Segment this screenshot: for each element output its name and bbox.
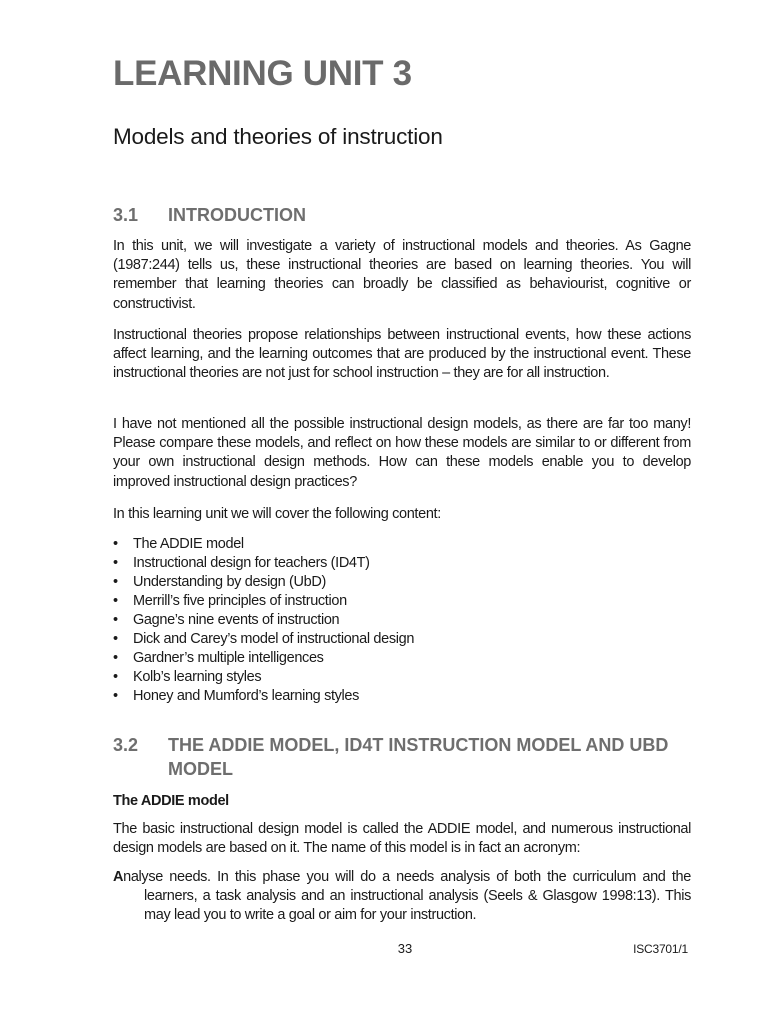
section-title: THE ADDIE MODEL, ID4T INSTRUCTION MODEL AND UBD MODEL: [168, 735, 669, 779]
bullet-icon: •: [113, 631, 118, 647]
list-item: • Gagne’s nine events of instruction: [113, 612, 340, 628]
section-heading-introduction: [113, 203, 688, 227]
unit-title: LEARNING UNIT 3: [113, 54, 412, 93]
bullet-icon: •: [113, 688, 118, 704]
analyse-definition: [113, 868, 691, 926]
intro-paragraph-2: Instructional theories propose relationships between instructional events, how these actions affect learning, and the learning outcomes that are produced by the instructional event. These instructional theories are not just for school instruction – they are for all instruction.: [113, 327, 691, 382]
section-number: 3.2: [113, 735, 139, 755]
list-item: • Merrill’s five principles of instruction: [113, 593, 347, 609]
bullet-icon: •: [113, 650, 118, 666]
bullet-icon: •: [113, 669, 118, 685]
list-item: • The ADDIE model: [113, 536, 244, 552]
bullet-icon: •: [113, 574, 118, 590]
bullet-icon: •: [113, 593, 118, 609]
list-item: • Instructional design for teachers (ID4T): [113, 555, 370, 571]
list-item: • Dick and Carey’s model of instructional design: [113, 631, 415, 647]
subheading-addie-model: The ADDIE model: [113, 793, 229, 809]
unit-subtitle: Models and theories of instruction: [113, 124, 443, 149]
section-heading-addie: [113, 733, 688, 781]
section-title: INTRODUCTION: [168, 205, 306, 225]
page-number: 33: [397, 941, 413, 956]
section-number: 3.1: [113, 205, 139, 225]
acronym-letter: A: [113, 869, 124, 885]
intro-paragraph-1: In this unit, we will investigate a variety of instructional models and theories. As Gagne (1987:244) tells us, these instructional theories are based on learning theories. You will remember that learning theories can broadly be classified as behaviourist, cognitive or constructivist.: [113, 238, 691, 312]
bullet-icon: •: [113, 536, 118, 552]
list-item: • Understanding by design (UbD): [113, 574, 326, 590]
bullet-icon: •: [113, 612, 118, 628]
bullet-icon: •: [113, 555, 118, 571]
course-code: ISC3701/1: [633, 942, 688, 956]
addie-paragraph: The basic instructional design model is called the ADDIE model, and numerous instructional design models are based on it. The name of this model is in fact an acronym:: [113, 821, 691, 857]
analyse-text: nalyse needs. In this phase you will do a needs analysis of both the curriculum and the learners, a task analysis and an instructional analysis (Seels & Glasgow 1998:13). This may lead you to write a goal or aim for your instruction.: [123, 869, 691, 924]
intro-paragraph-3: I have not mentioned all the possible instructional design models, as there are far too many! Please compare these models, and reflect on how these models are similar to or different from your own instructional design methods. How can these models enable you to develop improved instructional design practices?: [113, 416, 691, 490]
list-item: • Gardner’s multiple intelligences: [113, 650, 324, 666]
list-item: • Honey and Mumford’s learning styles: [113, 688, 360, 704]
intro-paragraph-4: In this learning unit we will cover the following content:: [113, 506, 441, 522]
content-list: [113, 535, 414, 706]
list-item: • Kolb’s learning styles: [113, 669, 262, 685]
